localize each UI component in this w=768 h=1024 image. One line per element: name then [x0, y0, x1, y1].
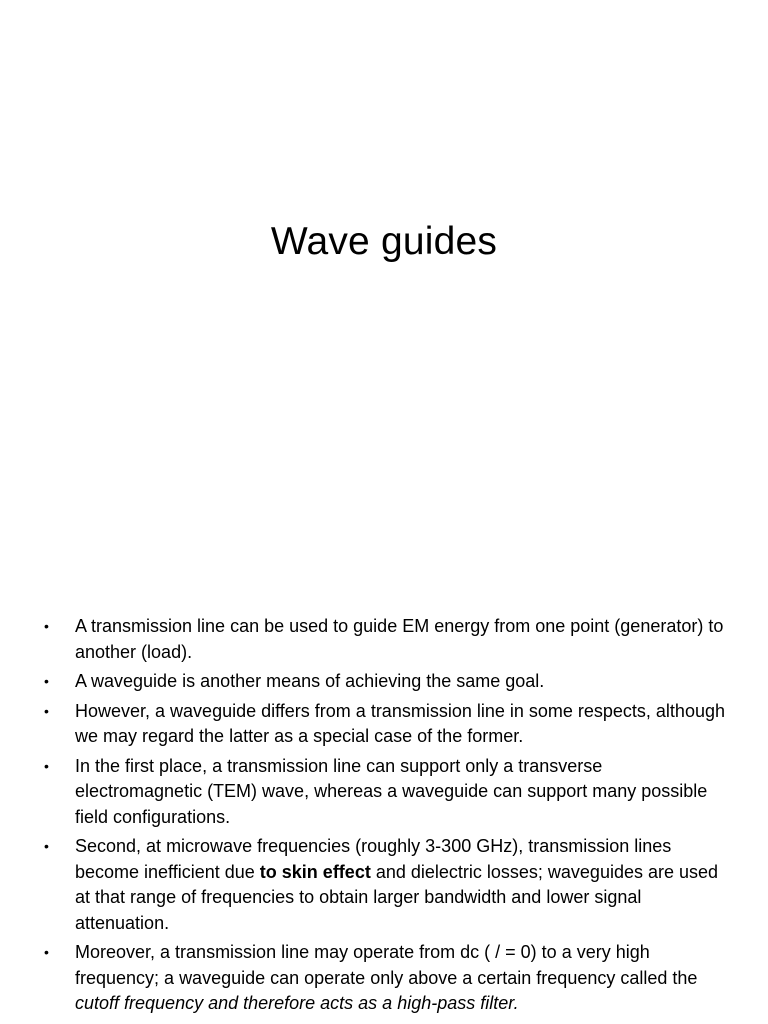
italic-text-segment: cutoff frequency and therefore acts as a high-pass filter. — [75, 993, 519, 1013]
bullet-text — [75, 942, 697, 1013]
text-segment: Second, at microwave frequencies (roughly 3-300 GHz), transmission lines become inefficient due — [75, 836, 672, 882]
text-segment: Moreover, a transmission line may operate from dc ( / = 0) to a very high frequency; a waveguide can operate only above a certain frequency called the — [75, 942, 698, 988]
bullet-dot-icon: • — [44, 944, 49, 960]
bullet-text — [75, 671, 544, 691]
bold-text-segment: to skin effect — [259, 861, 371, 882]
bullet-dot-icon: • — [44, 702, 49, 719]
bullet-text — [75, 756, 707, 827]
bullet-text — [75, 616, 723, 662]
bullet-item — [44, 754, 734, 831]
bullet-item — [44, 669, 734, 695]
text-segment: However, a waveguide differs from a transmission line in some respects, although we may regard the latter as a special case of the former. — [75, 700, 725, 746]
content-slide — [0, 576, 768, 1024]
bullet-dot-icon: • — [44, 673, 49, 689]
text-segment: A transmission line can be used to guide EM energy from one point (generator) to another (load). — [75, 616, 724, 662]
bullet-text — [75, 836, 718, 933]
bullet-dot-icon: • — [44, 618, 49, 634]
bullet-item — [44, 614, 734, 665]
text-segment: In the first place, a transmission line can support only a transverse electromagnetic (TEM) wave, whereas a waveguide can support many possible field configurations. — [75, 755, 708, 827]
text-segment: A waveguide is another means of achieving the same goal. — [75, 671, 545, 691]
slide-title: Wave guides — [270, 220, 498, 263]
bullet-list — [44, 614, 734, 1021]
bullet-dot-icon: • — [44, 838, 49, 854]
bullet-dot-icon: • — [44, 757, 49, 774]
bullet-item — [44, 940, 734, 1017]
text-segment: and dielectric losses; waveguides are used at that range of frequencies to obtain larger bandwidth and lower signal attenuation. — [75, 861, 719, 933]
bullet-text — [75, 701, 725, 747]
bullet-item — [44, 699, 734, 750]
bullet-item — [44, 834, 734, 936]
